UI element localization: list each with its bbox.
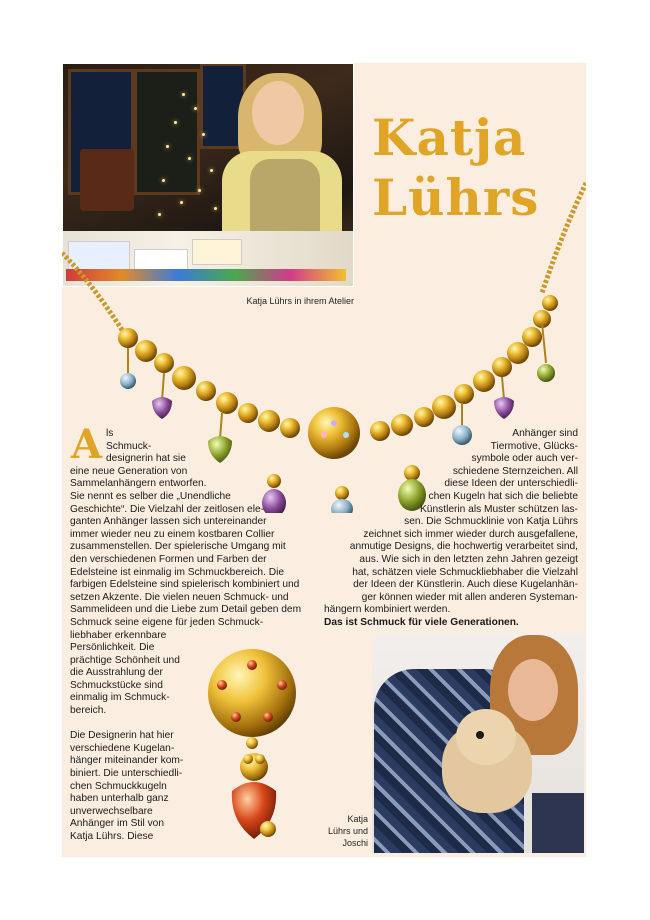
text-line: eine neue Generation von (70, 465, 188, 477)
text-line: Sie nennt es selber die „Unendliche (70, 490, 231, 502)
dog-photo (372, 633, 584, 853)
text-line: zeichnet sich immer wieder durch ausgefallene, (363, 528, 578, 540)
text-line: sen. Die Schmucklinie von Katja Lührs (404, 516, 578, 528)
dropcap-letter: A (71, 421, 103, 468)
caption-line: Katja (347, 814, 368, 824)
text-line: ganten Anhänger lassen sich untereinander (70, 516, 267, 528)
text-line: ger können wieder mit allen anderen Systeman- (361, 591, 578, 603)
text-line: aus. Wie sich in den letzten zehn Jahren gezeigt (359, 553, 578, 565)
text-line: Sammelideen und die Liebe zum Detail geben dem (70, 604, 302, 616)
text-line: Schmuck seine eigene für jeden Schmuck- (70, 616, 264, 628)
magazine-page (62, 63, 586, 857)
text-line: Persönlichkeit. Die (70, 642, 155, 654)
text-line: hänger miteinander kom- (70, 755, 184, 767)
title-line-1: Katja (372, 108, 527, 167)
text-line: Künstlerin als Muster schützen las- (420, 503, 578, 515)
text-line: setzen Akzente. Die vielen neuen Schmuck- und (70, 591, 289, 603)
text-line: biniert. Die unterschiedli- (70, 768, 183, 780)
text-line: verschiedene Kugelan- (70, 742, 175, 754)
text-line: liebhaber erkennbare (70, 629, 167, 641)
text-line: Tiermotive, Glücks- (490, 440, 578, 452)
text-line: hat, schätzen viele Schmuckliebhaber die Vielzahl (352, 566, 578, 578)
text-line: Die Designerin hat hier (70, 730, 174, 742)
text-line: designerin hat sie (106, 453, 186, 465)
text-line: Anhänger im Stil von (70, 818, 165, 830)
text-line: immer wieder neu zu einem kostbaren Collier (70, 528, 275, 540)
text-line: Sammelanhängern entworfen. (70, 478, 207, 490)
caption-joschi (324, 813, 368, 849)
text-line: Anhänger sind (512, 428, 578, 439)
woman-face (508, 659, 558, 721)
pendant-photo (202, 641, 302, 851)
text-line: bereich. (70, 705, 107, 717)
text-line: chen Schmuckkugeln (70, 780, 167, 792)
right-column-text (324, 428, 578, 630)
text-line: schiedene Sternzeichen. All (452, 465, 578, 477)
caption-line: Lührs und (327, 826, 368, 836)
closing-line: Das ist Schmuck für viele Generationen. (324, 616, 519, 628)
text-line: Katja Lührs. Diese (70, 831, 154, 842)
text-line: chen Kugeln hat sich die beliebte (428, 490, 578, 502)
text-line: farbigen Edelsteine sind spielerisch kombiniert und (70, 579, 300, 591)
text-line: Geschichte“. Die Vielzahl der zeitlosen ele- (70, 503, 265, 515)
text-line: diese Ideen der unterschiedli- (444, 478, 578, 490)
text-line: Edelsteine ist einmalig im Schmuckbereich. Die (70, 566, 285, 578)
text-line: haben unterhalb ganz (70, 793, 169, 805)
dog-nose (476, 731, 484, 739)
text-line: den verschiedenen Formen und Farben der (70, 553, 267, 565)
jeans (532, 793, 584, 853)
text-line: prächtige Schönheit und (70, 654, 180, 666)
text-line: hängern kombiniert werden. (324, 604, 451, 616)
text-line: Schmuck- (106, 440, 152, 452)
text-line: ls (106, 428, 114, 439)
caption-line: Joschi (342, 838, 368, 848)
text-line: zusammenstellen. Der spielerische Umgang mit (70, 541, 286, 553)
text-line: der Ideen der Künstlerin. Auch diese Kugelanhän- (353, 579, 578, 591)
caption-atelier: Katja Lührs in ihrem Atelier (246, 296, 354, 306)
text-line: unverwechselbare (70, 805, 153, 817)
text-line: einmalig im Schmuck- (70, 692, 170, 704)
text-line: anmutige Designs, die hochwertig verarbeitet sind, (349, 541, 578, 553)
text-line: die Ausstrahlung der (70, 667, 163, 679)
text-line: symbole oder auch ver- (471, 453, 578, 465)
title-line-2: Lührs (372, 168, 540, 227)
text-line: Schmuckstücke sind (70, 679, 163, 691)
dog-head (456, 709, 516, 765)
